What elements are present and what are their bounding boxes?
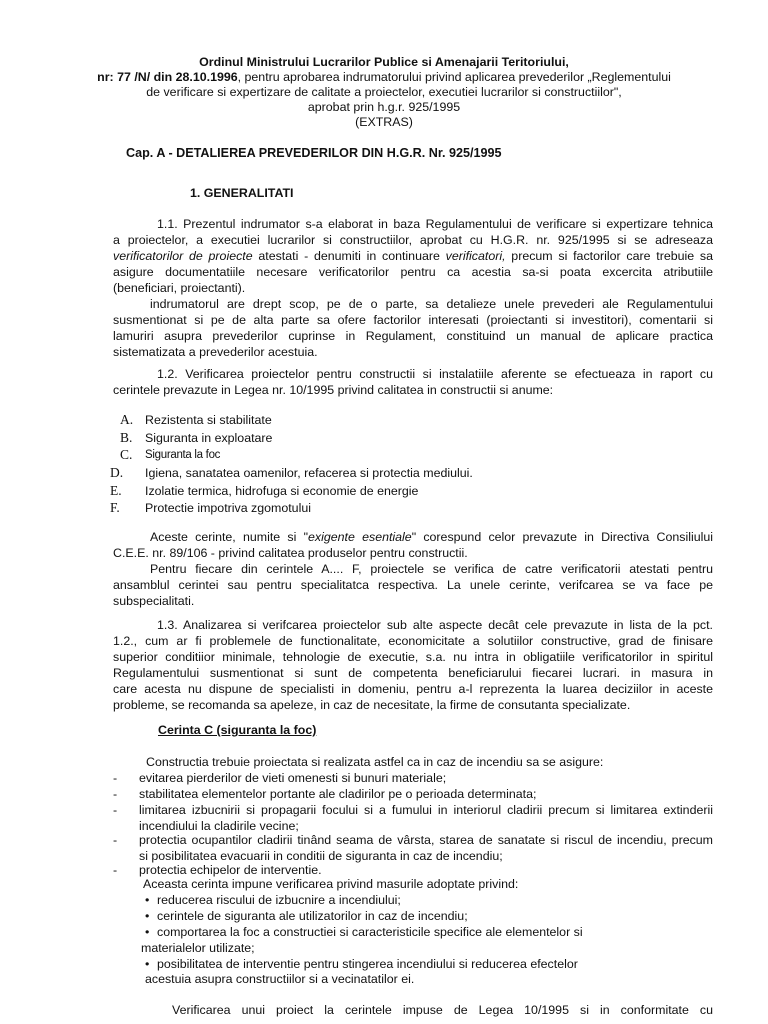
section-heading-generalitati: 1. GENERALITATI (190, 186, 294, 200)
req-text-e: Izolatie termica, hidrofuga si economie de energie (145, 484, 419, 498)
req-text-f: Protectie impotriva zgomotului (145, 501, 311, 515)
ess-line-1-b: " corespund celor prevazute in Directiva Consiliului (411, 530, 713, 544)
last-line: Verificarea unui proiect la cerintele impuse de Legea 10/1995 si in conformitate cu (172, 1003, 713, 1017)
p11-line-9: sistematizata a prevederilor acestuia. (113, 345, 318, 359)
p13-line-5: care acesta nu dispune de specialisti in domeniu, pentru a-l reprezenta la luarea deciziilor in aceste (113, 682, 713, 696)
p11-line-3-mid: atestati - denumiti in continuare (252, 249, 446, 263)
dash-marker: - (113, 787, 118, 801)
bullet-marker: • (145, 909, 150, 923)
order-number: nr: 77 /N/ din 28.10.1996 (97, 70, 238, 84)
dash-item-5: protectia echipelor de interventie. (139, 863, 322, 877)
dash-marker: - (113, 771, 118, 785)
dash-item-1: evitarea pierderilor de vieti omenesti si bunuri materiale; (139, 771, 447, 785)
req-letter-a: A. (120, 412, 134, 427)
dash-item-4: protectia ocupantilor cladirii tinând seama de vârsta, starea de sanatate si riscul de incendiu, precum (139, 833, 713, 847)
p13-line-6: probleme, se recomanda sa apeleze, in caz de necesitate, la firme de consutanta specializate. (113, 698, 631, 712)
order-line-2-rest: , pentru aprobarea indrumatorului privind aplicarea prevederilor „Reglementului (237, 70, 671, 84)
p13-line-3: superior conditiior minimale, tehnologie de executie, s.a. nu intra in obligatiile verificatorilor in spiritul (113, 650, 713, 664)
ess-line-2: C.E.E. nr. 89/106 - privind calitatea produselor pentru constructii. (113, 546, 468, 560)
fire-intro: Constructia trebuie proiectata si realizata astfel ca in caz de incendiu sa se asigure: (146, 755, 604, 769)
italic-term-exigente: exigente esentiale (308, 530, 412, 544)
p11-line-8: lamuriri asupra prevederilor cuprinse in Regulament, constituind un manual de aplicare practica (113, 329, 713, 343)
ess-line-3: Pentru fiecare din cerintele A.... F, proiectele se verifica de catre verificatorii atestati pentru (150, 562, 713, 576)
bullet-item-3-cont: materialelor utilizate; (141, 941, 255, 955)
p11-line-7: susmentionat si pe de alta parte sa ofere factorilor interesati (proiectanti si investitori), comentarii si (113, 313, 713, 327)
dash-marker: - (113, 833, 118, 847)
ess-line-5: subspecialitati. (113, 594, 195, 608)
p12-line-2: cerintele prevazute in Legea nr. 10/1995 privind calitatea in constructii si anume: (113, 383, 554, 397)
req-letter-b: B. (120, 430, 133, 445)
req-letter-f: F. (110, 500, 120, 515)
ess-line-4: ansamblul cerintei sau pentru specialitatca respectiva. La unele cerinte, verifcarea se va face pe (113, 578, 713, 592)
p11-line-3 (113, 248, 713, 264)
cerinta-c-heading: Cerinta C (siguranta la foc) (158, 723, 317, 737)
p11-line-2: a proiectelor, a executiei lucrarilor si constructiilor, aprobat cu H.G.R. nr. 925/1995 si se adreseaza (113, 233, 713, 247)
req-text-d: Igiena, sanatatea oamenilor, refacerea si protectia mediului. (145, 466, 473, 480)
req-text-a: Rezistenta si stabilitate (145, 413, 272, 427)
italic-term-verificatori: verificatori, (445, 249, 506, 263)
p11-line-6: indrumatorul are drept scop, pe de o parte, sa detalieze unele prevederi ale Regulamentului (150, 297, 713, 311)
order-line-3: de verificare si expertizare de calitate a proiectelor, executiei lucrarilor si constructiilor", (146, 85, 622, 99)
chapter-heading: Cap. A - DETALIEREA PREVEDERILOR DIN H.G.R. Nr. 925/1995 (126, 146, 502, 160)
bullet-marker: • (145, 925, 150, 939)
p11-line-3-end: precum si factorilor care trebuie sa (505, 249, 713, 263)
p13-line-1: 1.3. Analizarea si verifcarea proiectelor sub alte aspecte decât cele prevazute in lista de la pct. (157, 618, 713, 632)
order-line-4: aprobat prin h.g.r. 925/1995 (307, 100, 461, 114)
p11-line-5: (beneficiari, proiectanti). (113, 281, 246, 295)
p11-line-4: asigure documentatiile necesare verificatorilor pentru ca acestia sa-si poata excercita atributiile (113, 265, 713, 279)
req-text-b: Siguranta in exploatare (145, 431, 273, 445)
bullet-item-2: cerintele de siguranta ale utilizatorilor in caz de incendiu; (157, 909, 468, 923)
dash-item-3: limitarea izbucnirii si propagarii focului si a fumului in interiorul cladirii precum si limitarea extinderii (139, 803, 713, 817)
italic-term-verificatori-proiecte: verificatorilor de proiecte (113, 249, 253, 263)
req-letter-c: C. (120, 447, 133, 462)
bullet-marker: • (145, 957, 150, 971)
p13-line-2: 1.2., cum ar fi problemele de functionalitate, economicitate a solutiilor constructive, grad de finisare (113, 634, 713, 648)
bullet-item-4-cont: acestuia asupra constructiilor si a vecinatatilor ei. (145, 972, 415, 986)
dash-item-4-cont: si posibilitatea evacuarii in conditii de siguranta in caz de incendiu; (139, 849, 503, 863)
p13-line-4: Regulamentului susmentionat si sunt de competenta beneficiarului fiecarei lucrari. in masura in (113, 666, 713, 680)
dash-marker: - (113, 863, 118, 877)
bullet-item-1: reducerea riscului de izbucnire a incendiului; (157, 893, 401, 907)
req-text-c: Siguranta la foc (145, 449, 221, 461)
ess-line-1-a: Aceste cerinte, numite si " (150, 530, 309, 544)
req-letter-d: D. (110, 465, 124, 480)
ess-line-1 (150, 529, 713, 545)
extras-label: (EXTRAS) (355, 115, 413, 129)
bullet-marker: • (145, 893, 150, 907)
req-letter-e: E. (110, 483, 122, 498)
bullet-item-3: comportarea la foc a constructiei si caracteristicile specifice ale elementelor si (157, 925, 583, 939)
bullet-item-4: posibilitatea de interventie pentru stingerea incendiului si reducerea efectelor (157, 957, 578, 971)
dash-item-2: stabilitatea elementelor portante ale cladirilor pe o perioada determinata; (139, 787, 537, 801)
p11-line-1: 1.1. Prezentul indrumator s-a elaborat in baza Regulamentului de verificare si expertizare tehnica (157, 217, 713, 231)
dash-marker: - (113, 803, 118, 817)
fire-impune: Aceasta cerinta impune verificarea privind masurile adoptate privind: (143, 877, 519, 891)
p12-line-1: 1.2. Verificarea proiectelor pentru constructii si instalatiile aferente se efectueaza in raport cu (157, 367, 713, 381)
order-title: Ordinul Ministrului Lucrarilor Publice si Amenajarii Teritoriului, (199, 55, 569, 69)
order-line-2 (60, 70, 708, 85)
dash-item-3-cont: incendiului la cladirile vecine; (139, 819, 299, 833)
